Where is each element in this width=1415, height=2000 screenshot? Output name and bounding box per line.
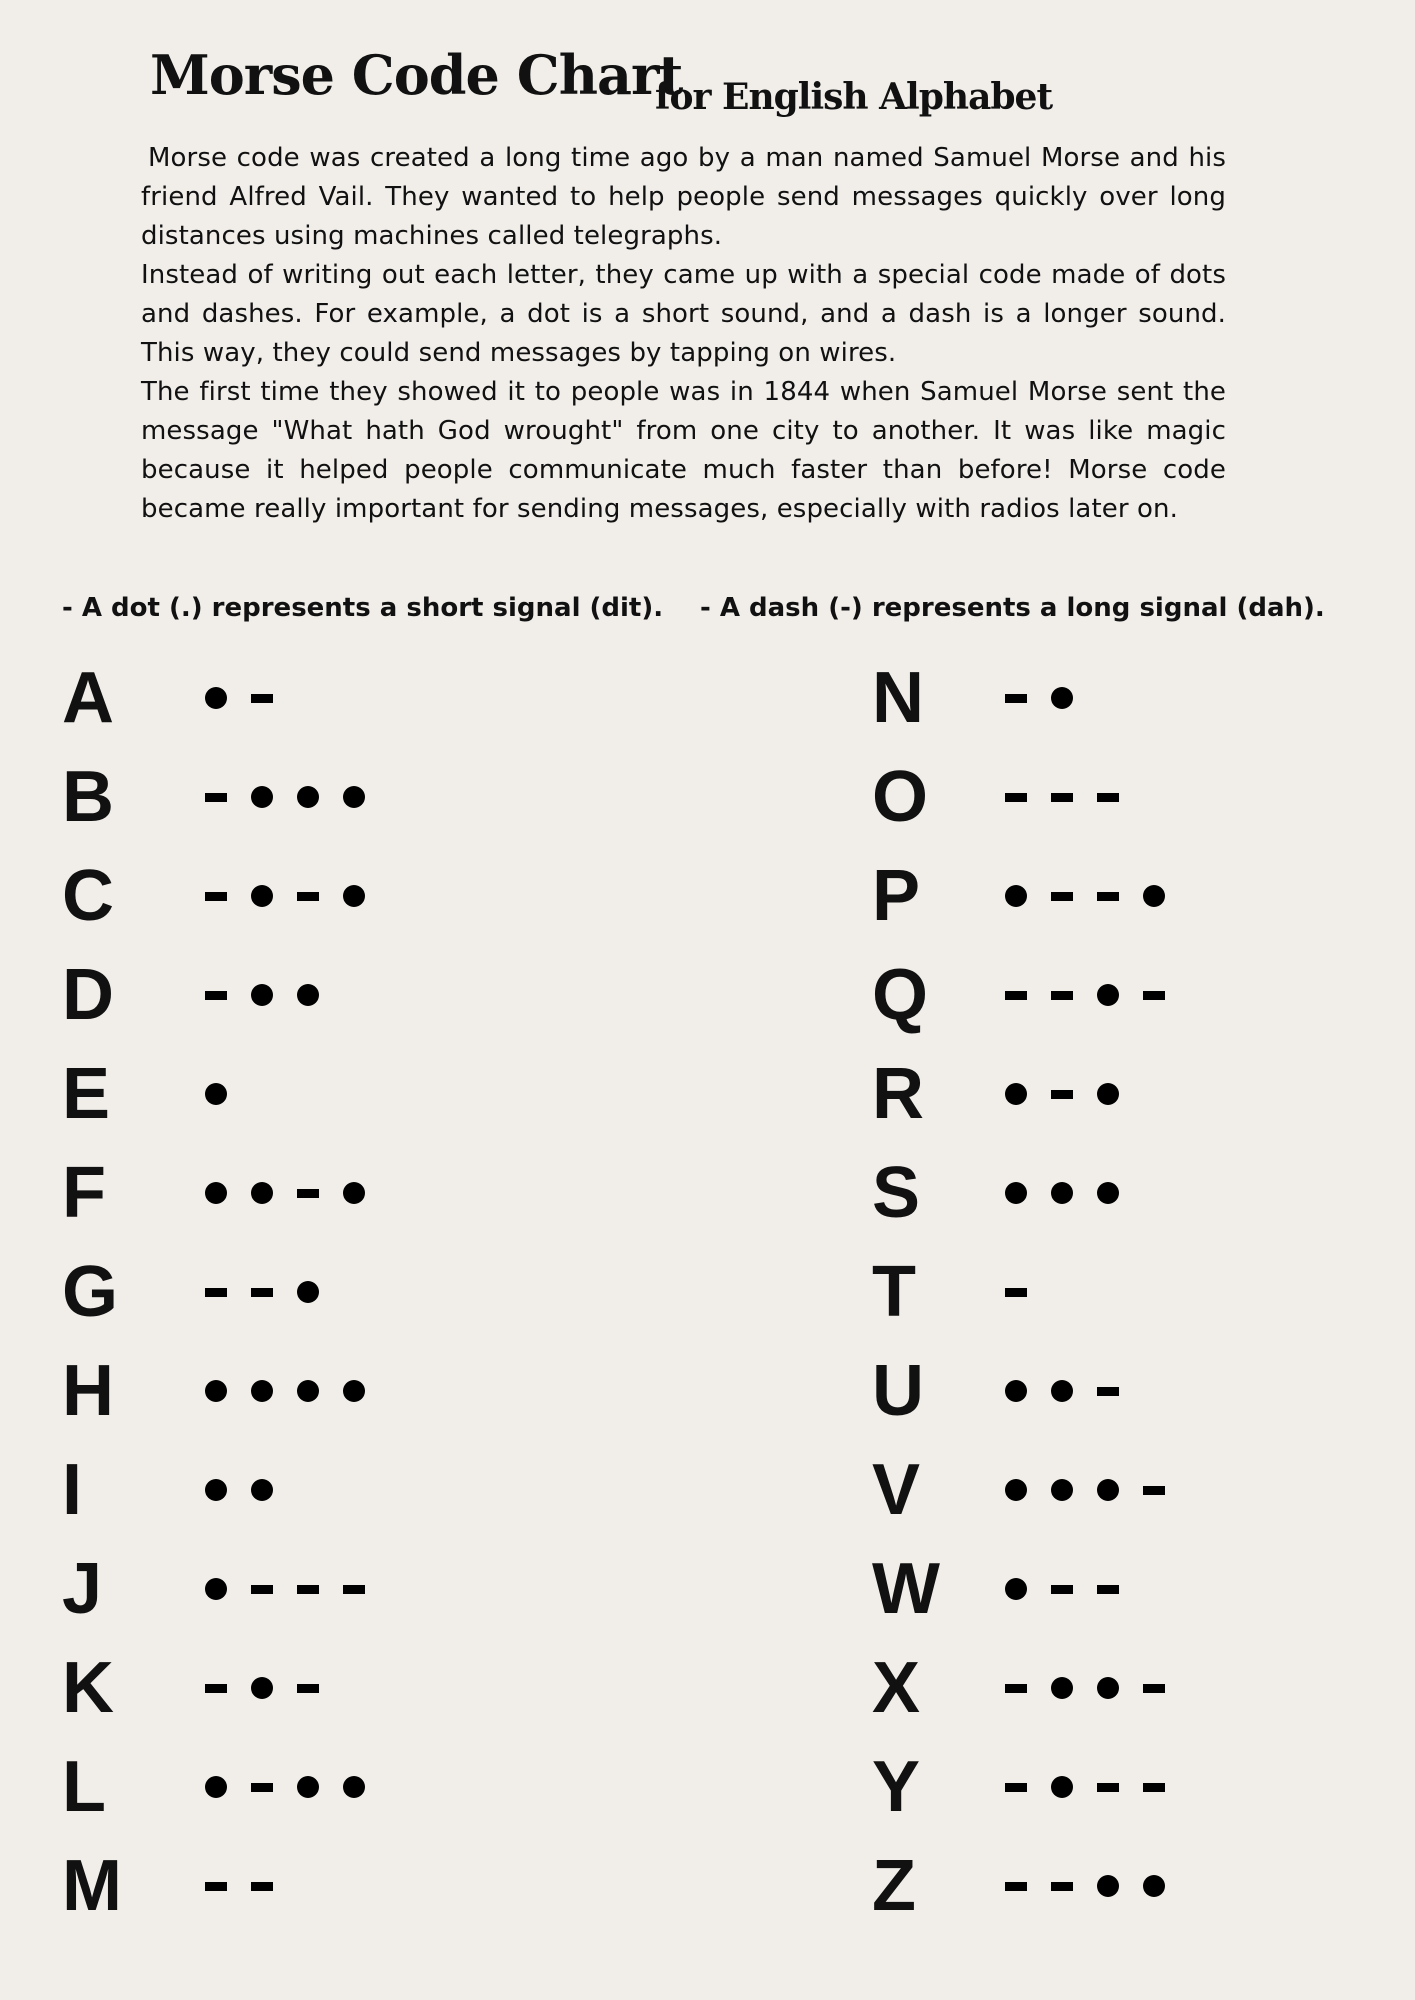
letter-label: V: [872, 1450, 921, 1530]
morse-symbols: [1005, 1440, 1189, 1540]
dot-symbol: [1005, 1479, 1027, 1501]
code-row-o: [0, 747, 1415, 847]
code-row-x: [0, 1638, 1415, 1738]
intro-text: [141, 139, 1226, 529]
code-row-s: [0, 1143, 1415, 1243]
dash-symbol: [1143, 991, 1165, 1000]
dash-symbol: [1051, 991, 1073, 1000]
letter-label: H: [62, 1351, 114, 1431]
dash-symbol: [1051, 1585, 1073, 1594]
dot-symbol: [1051, 1182, 1073, 1204]
dash-symbol: [1051, 793, 1073, 802]
letter-label: F: [62, 1153, 106, 1233]
dash-symbol: [1097, 1783, 1119, 1792]
code-row-n: [0, 648, 1415, 748]
legend-dot-note: - A dot (.) represents a short signal (dit).: [62, 593, 664, 623]
code-row-p: [0, 846, 1415, 946]
page-subtitle: for English Alphabet: [655, 76, 1053, 118]
dot-symbol: [1097, 1182, 1119, 1204]
code-row-t: [0, 1242, 1415, 1342]
letter-label: I: [62, 1450, 83, 1530]
dash-symbol: [1005, 1783, 1027, 1792]
code-row-y: [0, 1737, 1415, 1837]
letter-label: Z: [872, 1846, 916, 1926]
dot-symbol: [1097, 1479, 1119, 1501]
morse-symbols: [1005, 1242, 1051, 1342]
letter-label: X: [872, 1648, 921, 1728]
intro-paragraph: Morse code was created a long time ago by a man named Samuel Morse and his friend Alfred Vail. They wanted to help people send messages quickly over long distances using machines called telegraphs.: [141, 143, 1226, 251]
letter-label: N: [872, 658, 924, 738]
morse-symbols: [1005, 648, 1097, 748]
dot-symbol: [1143, 1875, 1165, 1897]
dash-symbol: [1051, 1090, 1073, 1099]
intro-paragraph: The first time they showed it to people was in 1844 when Samuel Morse sent the message "What hath God wrought" from one city to another. It was like magic because it helped people communicate much faster than before! Morse code became really important for sending messages, especially with radios later on.: [141, 377, 1226, 524]
letter-label: P: [872, 856, 921, 936]
code-row-z: [0, 1836, 1415, 1936]
dot-symbol: [1005, 1578, 1027, 1600]
morse-symbols: [1005, 747, 1143, 847]
dot-symbol: [1005, 1380, 1027, 1402]
dot-symbol: [1051, 1776, 1073, 1798]
dash-symbol: [1005, 1288, 1027, 1297]
dot-symbol: [1051, 687, 1073, 709]
dot-symbol: [1051, 1677, 1073, 1699]
letter-label: D: [62, 955, 114, 1035]
letter-label: O: [872, 757, 929, 837]
dash-symbol: [1143, 1783, 1165, 1792]
letter-label: R: [872, 1054, 924, 1134]
morse-symbols: [1005, 945, 1189, 1045]
page-title: Morse Code Chart: [150, 43, 683, 107]
dash-symbol: [1005, 991, 1027, 1000]
letter-label: G: [62, 1252, 119, 1332]
dot-symbol: [1097, 1083, 1119, 1105]
letter-label: K: [62, 1648, 114, 1728]
letter-label: U: [872, 1351, 924, 1431]
dot-symbol: [1143, 885, 1165, 907]
letter-label: L: [62, 1747, 106, 1827]
code-row-r: [0, 1044, 1415, 1144]
dash-symbol: [1097, 1585, 1119, 1594]
morse-symbols: [1005, 1143, 1143, 1243]
letter-label: M: [62, 1846, 122, 1926]
dash-symbol: [1005, 793, 1027, 802]
dot-symbol: [1097, 1875, 1119, 1897]
legend-dash-note: - A dash (-) represents a long signal (dah).: [700, 593, 1325, 623]
letter-label: E: [62, 1054, 111, 1134]
letter-label: C: [62, 856, 114, 936]
morse-symbols: [1005, 846, 1189, 946]
dot-symbol: [1005, 1182, 1027, 1204]
dash-symbol: [1051, 1882, 1073, 1891]
morse-symbols: [1005, 1539, 1143, 1639]
morse-symbols: [1005, 1638, 1189, 1738]
letter-label: Q: [872, 955, 929, 1035]
dot-symbol: [1051, 1479, 1073, 1501]
morse-symbols: [1005, 1341, 1143, 1441]
letter-label: Y: [872, 1747, 921, 1827]
dash-symbol: [1097, 892, 1119, 901]
dash-symbol: [1005, 1882, 1027, 1891]
dash-symbol: [1051, 892, 1073, 901]
letter-label: S: [872, 1153, 921, 1233]
letter-label: J: [62, 1549, 103, 1629]
code-row-w: [0, 1539, 1415, 1639]
dot-symbol: [1097, 984, 1119, 1006]
morse-symbols: [1005, 1044, 1143, 1144]
dash-symbol: [1143, 1684, 1165, 1693]
dash-symbol: [1097, 793, 1119, 802]
letter-label: A: [62, 658, 114, 738]
intro-paragraph: Instead of writing out each letter, they came up with a special code made of dots and dashes. For example, a dot is a short sound, and a dash is a longer sound. This way, they could send messages by tapping on wires.: [141, 260, 1226, 368]
code-row-v: [0, 1440, 1415, 1540]
code-row-u: [0, 1341, 1415, 1441]
dash-symbol: [1143, 1486, 1165, 1495]
dash-symbol: [1097, 1387, 1119, 1396]
dot-symbol: [1005, 1083, 1027, 1105]
code-row-q: [0, 945, 1415, 1045]
morse-symbols: [1005, 1836, 1189, 1936]
dash-symbol: [1005, 1684, 1027, 1693]
letter-label: B: [62, 757, 114, 837]
dash-symbol: [1005, 694, 1027, 703]
morse-symbols: [1005, 1737, 1189, 1837]
letter-label: W: [872, 1549, 940, 1629]
dot-symbol: [1051, 1380, 1073, 1402]
dot-symbol: [1097, 1677, 1119, 1699]
dot-symbol: [1005, 885, 1027, 907]
letter-label: T: [872, 1252, 916, 1332]
